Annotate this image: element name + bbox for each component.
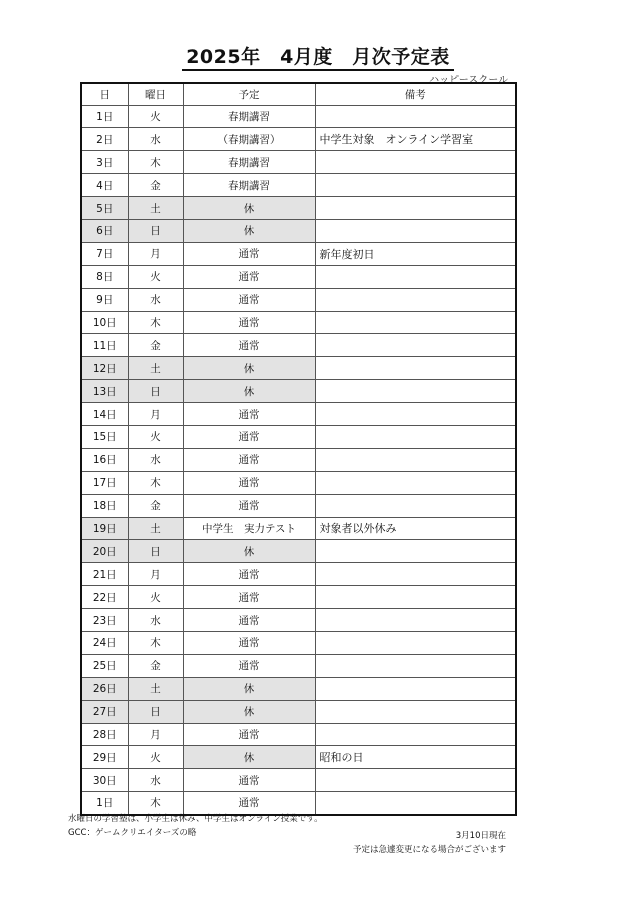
cell-dow: 木 xyxy=(128,311,183,334)
cell-note xyxy=(315,265,516,288)
cell-plan: 中学生 実力テスト xyxy=(183,517,315,540)
cell-dow: 月 xyxy=(128,723,183,746)
table-row xyxy=(81,265,516,288)
schedule-table xyxy=(80,82,517,816)
cell-plan: 通常 xyxy=(183,654,315,677)
cell-dow: 月 xyxy=(128,563,183,586)
cell-dow: 火 xyxy=(128,425,183,448)
cell-note xyxy=(315,334,516,357)
table-row xyxy=(81,609,516,632)
cell-note xyxy=(315,609,516,632)
cell-day: 20日 xyxy=(81,540,128,563)
cell-dow: 水 xyxy=(128,128,183,151)
change-notice: 予定は急遽変更になる場合がございます xyxy=(352,845,506,855)
cell-day: 27日 xyxy=(81,700,128,723)
cell-dow: 金 xyxy=(128,494,183,517)
table-row xyxy=(81,151,516,174)
cell-plan: 通常 xyxy=(183,448,315,471)
cell-plan: 通常 xyxy=(183,425,315,448)
table-row xyxy=(81,586,516,609)
cell-note xyxy=(315,471,516,494)
cell-plan: 通常 xyxy=(183,403,315,426)
cell-note xyxy=(315,357,516,380)
footnotes xyxy=(68,812,323,840)
cell-dow: 火 xyxy=(128,586,183,609)
table-row xyxy=(81,357,516,380)
cell-dow: 水 xyxy=(128,288,183,311)
cell-note xyxy=(315,494,516,517)
footnote-gcc: GCC：ゲームクリエイターズの略 xyxy=(68,828,197,838)
header-note: 備考 xyxy=(315,83,516,105)
cell-note xyxy=(315,197,516,220)
cell-note: 対象者以外休み xyxy=(315,517,516,540)
cell-note xyxy=(315,425,516,448)
cell-plan: 通常 xyxy=(183,471,315,494)
cell-plan: 通常 xyxy=(183,563,315,586)
cell-day: 17日 xyxy=(81,471,128,494)
cell-day: 26日 xyxy=(81,677,128,700)
cell-day: 22日 xyxy=(81,586,128,609)
cell-plan: 休 xyxy=(183,219,315,242)
cell-dow: 月 xyxy=(128,242,183,265)
cell-day: 12日 xyxy=(81,357,128,380)
cell-dow: 火 xyxy=(128,265,183,288)
cell-note xyxy=(315,769,516,792)
cell-dow: 土 xyxy=(128,357,183,380)
as-of-date: 3月10日現在 xyxy=(455,831,506,841)
cell-plan: 通常 xyxy=(183,792,315,815)
table-row xyxy=(81,723,516,746)
cell-plan: 休 xyxy=(183,540,315,563)
cell-dow: 日 xyxy=(128,380,183,403)
cell-plan: 通常 xyxy=(183,609,315,632)
cell-day: 19日 xyxy=(81,517,128,540)
table-row xyxy=(81,540,516,563)
cell-day: 9日 xyxy=(81,288,128,311)
table-row xyxy=(81,380,516,403)
table-row xyxy=(81,677,516,700)
cell-dow: 日 xyxy=(128,540,183,563)
cell-note: 新年度初日 xyxy=(315,242,516,265)
cell-plan: 休 xyxy=(183,197,315,220)
table-row xyxy=(81,631,516,654)
cell-dow: 土 xyxy=(128,677,183,700)
cell-plan: （春期講習） xyxy=(183,128,315,151)
cell-dow: 木 xyxy=(128,631,183,654)
table-row xyxy=(81,219,516,242)
cell-plan: 通常 xyxy=(183,723,315,746)
cell-note xyxy=(315,219,516,242)
cell-dow: 火 xyxy=(128,746,183,769)
table-row xyxy=(81,448,516,471)
cell-dow: 木 xyxy=(128,792,183,815)
cell-dow: 火 xyxy=(128,105,183,128)
cell-dow: 木 xyxy=(128,471,183,494)
cell-dow: 金 xyxy=(128,334,183,357)
cell-plan: 春期講習 xyxy=(183,174,315,197)
table-row xyxy=(81,746,516,769)
cell-plan: 通常 xyxy=(183,631,315,654)
cell-note xyxy=(315,403,516,426)
cell-note xyxy=(315,700,516,723)
cell-day: 29日 xyxy=(81,746,128,769)
table-row xyxy=(81,174,516,197)
page-title: 2025年 4月度 月次予定表 xyxy=(0,42,636,69)
table-row xyxy=(81,311,516,334)
table-row xyxy=(81,494,516,517)
cell-day: 28日 xyxy=(81,723,128,746)
cell-plan: 春期講習 xyxy=(183,105,315,128)
cell-note xyxy=(315,654,516,677)
cell-day: 3日 xyxy=(81,151,128,174)
cell-plan: 休 xyxy=(183,677,315,700)
cell-day: 13日 xyxy=(81,380,128,403)
cell-note xyxy=(315,174,516,197)
cell-note xyxy=(315,586,516,609)
table-row xyxy=(81,700,516,723)
cell-note xyxy=(315,677,516,700)
header-dow: 曜日 xyxy=(128,83,183,105)
cell-day: 7日 xyxy=(81,242,128,265)
cell-dow: 木 xyxy=(128,151,183,174)
table-row xyxy=(81,105,516,128)
cell-plan: 通常 xyxy=(183,265,315,288)
cell-day: 30日 xyxy=(81,769,128,792)
cell-dow: 金 xyxy=(128,174,183,197)
cell-dow: 月 xyxy=(128,403,183,426)
table-row xyxy=(81,517,516,540)
cell-day: 1日 xyxy=(81,105,128,128)
cell-day: 21日 xyxy=(81,563,128,586)
table-row xyxy=(81,334,516,357)
table-row xyxy=(81,563,516,586)
cell-day: 8日 xyxy=(81,265,128,288)
cell-day: 15日 xyxy=(81,425,128,448)
cell-note xyxy=(315,448,516,471)
cell-plan: 休 xyxy=(183,700,315,723)
header-day: 日 xyxy=(81,83,128,105)
cell-plan: 通常 xyxy=(183,334,315,357)
cell-dow: 水 xyxy=(128,609,183,632)
cell-dow: 日 xyxy=(128,700,183,723)
cell-plan: 休 xyxy=(183,746,315,769)
table-row xyxy=(81,471,516,494)
cell-dow: 日 xyxy=(128,219,183,242)
cell-note xyxy=(315,563,516,586)
header-row xyxy=(81,83,516,105)
cell-plan: 通常 xyxy=(183,769,315,792)
table-row xyxy=(81,288,516,311)
school-name: ハッピースクール xyxy=(429,75,508,86)
cell-day: 5日 xyxy=(81,197,128,220)
cell-plan: 通常 xyxy=(183,311,315,334)
status-notes xyxy=(353,829,506,857)
cell-day: 18日 xyxy=(81,494,128,517)
cell-note xyxy=(315,380,516,403)
cell-note xyxy=(315,723,516,746)
cell-dow: 水 xyxy=(128,769,183,792)
cell-day: 6日 xyxy=(81,219,128,242)
cell-note xyxy=(315,540,516,563)
cell-day: 11日 xyxy=(81,334,128,357)
table-row xyxy=(81,128,516,151)
cell-note xyxy=(315,311,516,334)
footnote-wednesday: 水曜日の学習塾は、小学生は休み、中学生はオンライン授業です。 xyxy=(68,814,323,824)
cell-day: 4日 xyxy=(81,174,128,197)
table-row xyxy=(81,769,516,792)
table-row xyxy=(81,197,516,220)
cell-note: 昭和の日 xyxy=(315,746,516,769)
cell-day: 10日 xyxy=(81,311,128,334)
cell-plan: 通常 xyxy=(183,494,315,517)
header-plan: 予定 xyxy=(183,83,315,105)
cell-dow: 土 xyxy=(128,197,183,220)
cell-plan: 休 xyxy=(183,380,315,403)
table-row xyxy=(81,425,516,448)
cell-note: 中学生対象 オンライン学習室 xyxy=(315,128,516,151)
cell-dow: 水 xyxy=(128,448,183,471)
table-row xyxy=(81,242,516,265)
table-row xyxy=(81,654,516,677)
table-row xyxy=(81,403,516,426)
cell-day: 23日 xyxy=(81,609,128,632)
cell-plan: 春期講習 xyxy=(183,151,315,174)
cell-plan: 通常 xyxy=(183,288,315,311)
cell-day: 2日 xyxy=(81,128,128,151)
cell-day: 24日 xyxy=(81,631,128,654)
cell-day: 14日 xyxy=(81,403,128,426)
cell-plan: 休 xyxy=(183,357,315,380)
cell-plan: 通常 xyxy=(183,242,315,265)
cell-plan: 通常 xyxy=(183,586,315,609)
cell-note xyxy=(315,151,516,174)
cell-dow: 金 xyxy=(128,654,183,677)
cell-day: 25日 xyxy=(81,654,128,677)
cell-day: 16日 xyxy=(81,448,128,471)
cell-note xyxy=(315,288,516,311)
cell-note xyxy=(315,792,516,815)
cell-note xyxy=(315,631,516,654)
cell-dow: 土 xyxy=(128,517,183,540)
cell-note xyxy=(315,105,516,128)
cell-day: 1日 xyxy=(81,792,128,815)
